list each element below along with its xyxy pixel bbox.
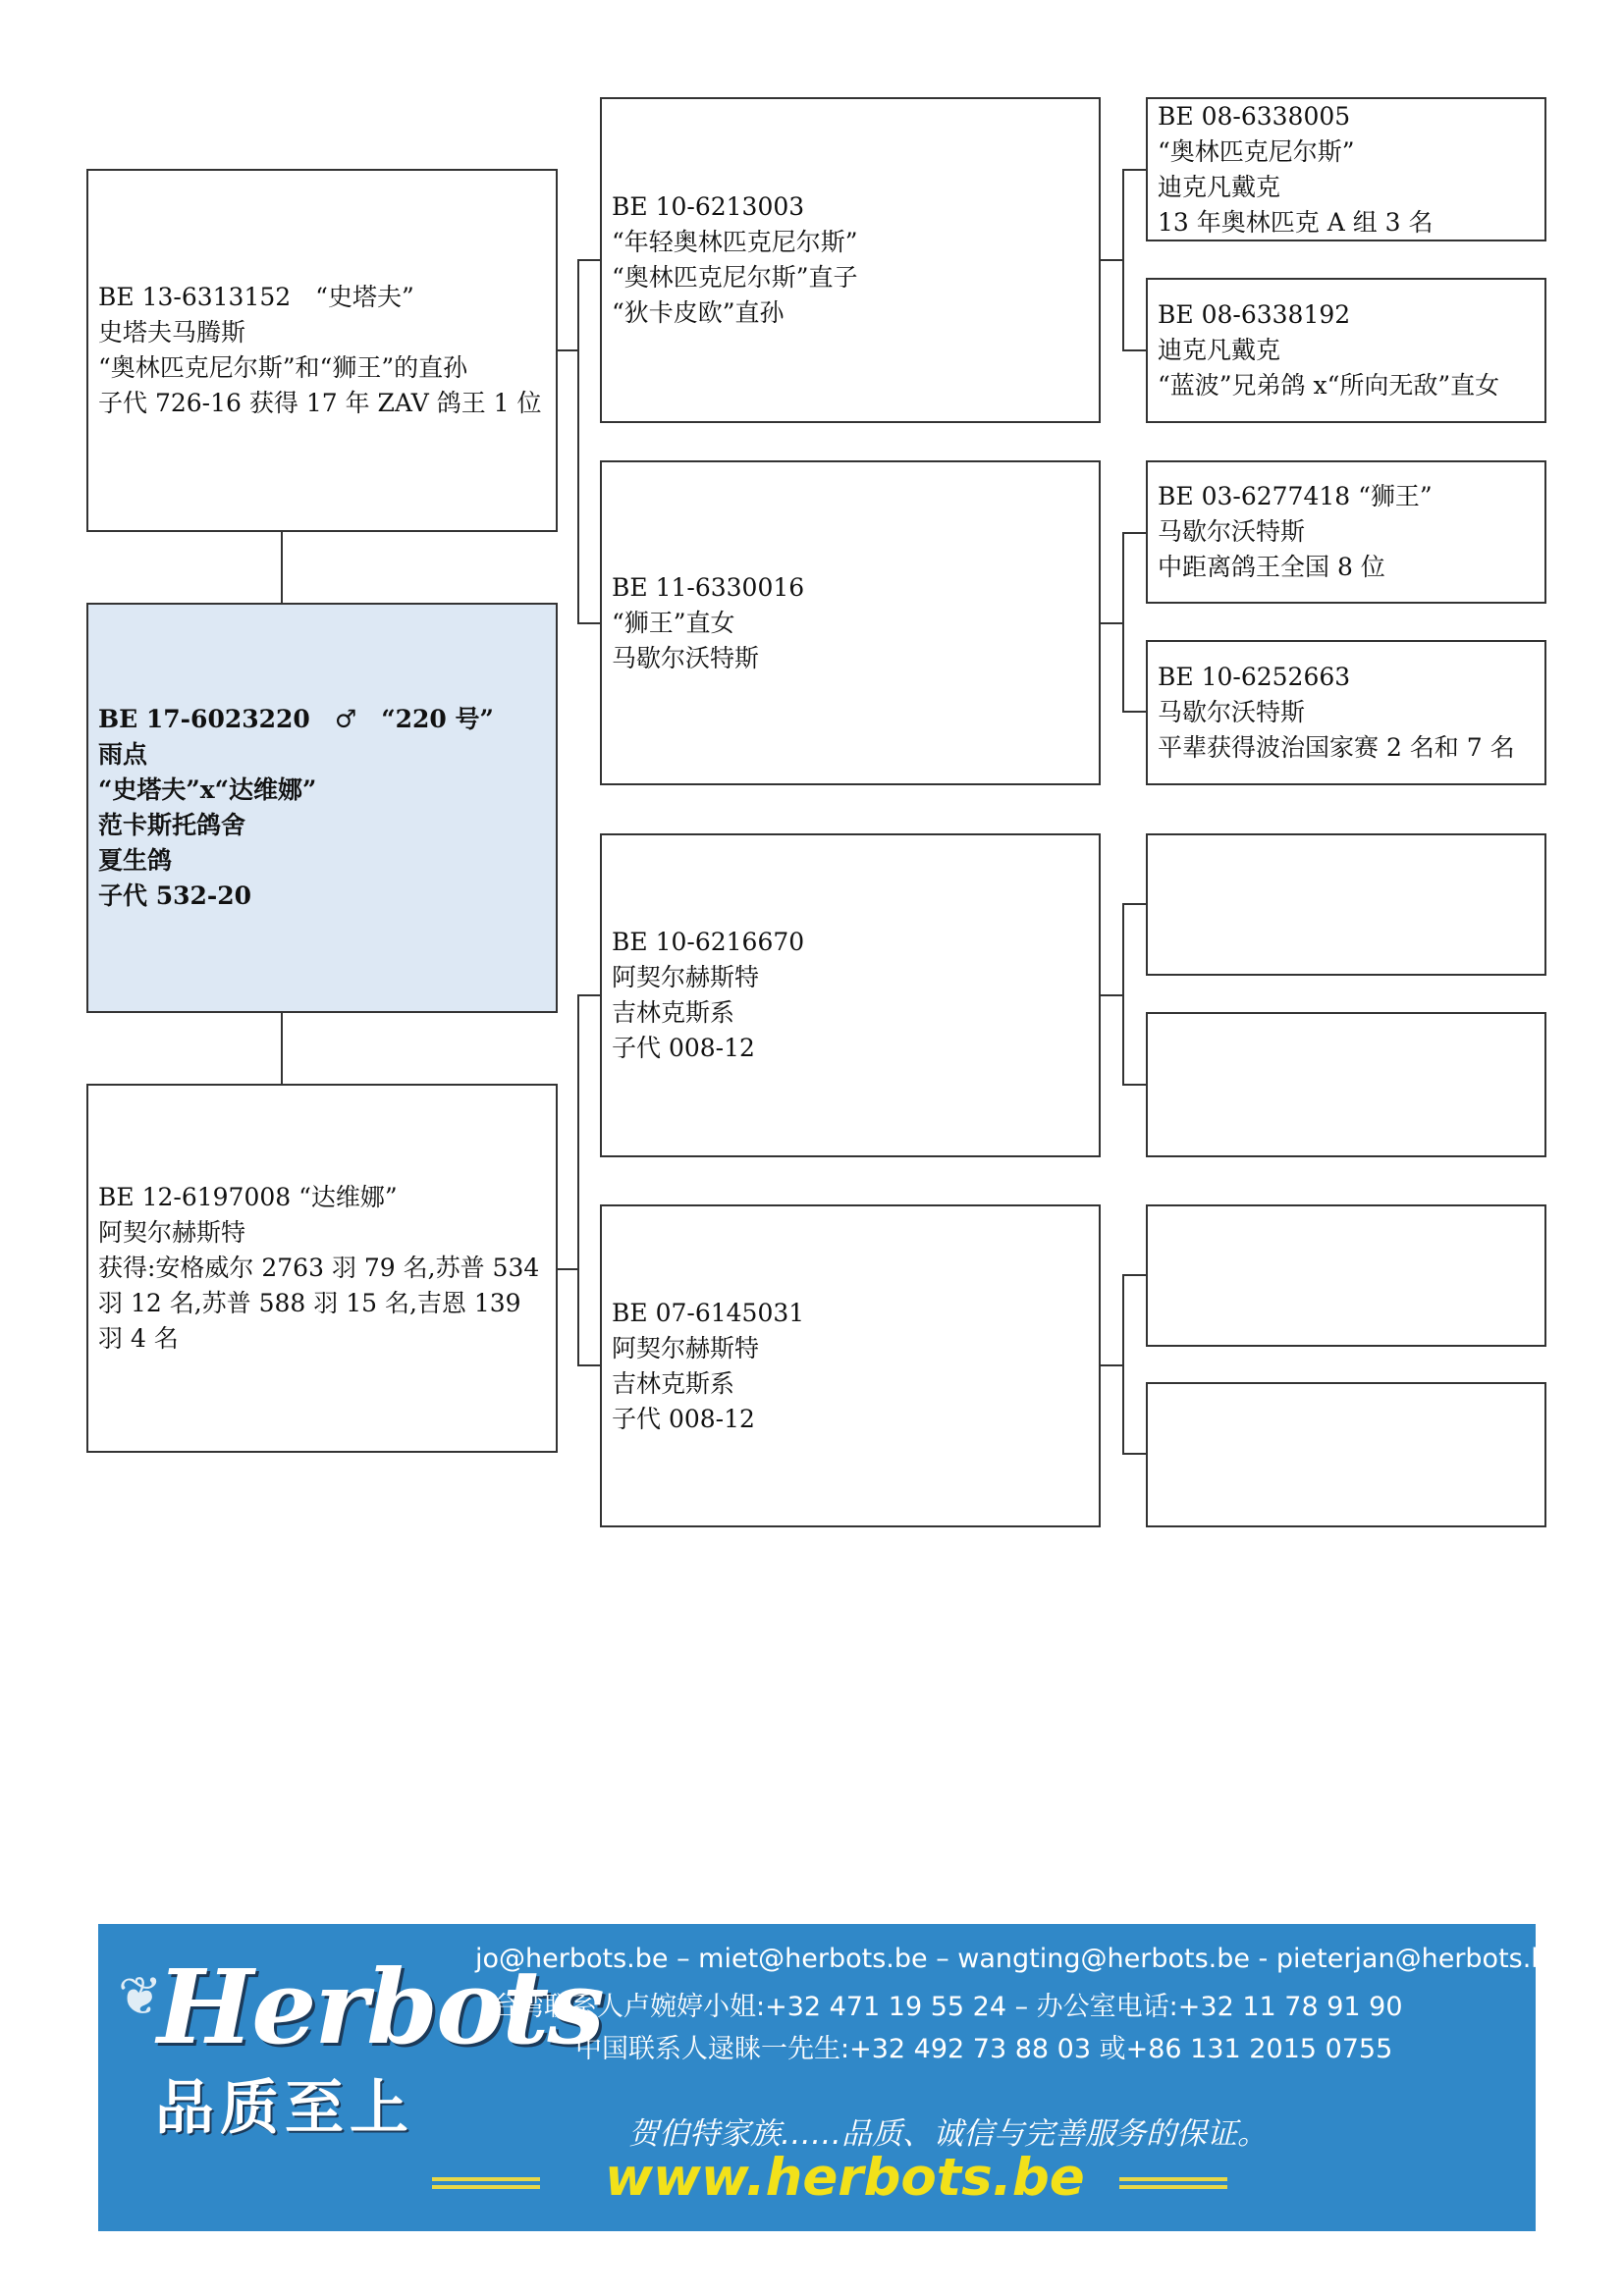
sire-sire-ring: BE 10-6213003: [612, 192, 805, 221]
connector-sire-out: [558, 349, 578, 351]
dam-dam-card: [600, 1204, 1101, 1527]
sire-sire-lineage-2: “狄卡皮欧”直孙: [612, 298, 785, 327]
dam-card: [86, 1084, 558, 1453]
sire-sire-name: “年轻奥林匹克尼尔斯”: [612, 228, 858, 256]
ss-sire-name: “奥林匹克尼尔斯”: [1158, 136, 1355, 166]
sire-dam-breeder: 马歇尔沃特斯: [612, 643, 760, 672]
connector-ss-top: [1122, 169, 1146, 171]
sire-breeder: 史塔夫马腾斯: [98, 318, 246, 347]
left-divider: [432, 2177, 540, 2181]
dam-sire-strain: 吉林克斯系: [612, 998, 735, 1027]
sd-sire-breeder: 马歇尔沃特斯: [1158, 517, 1306, 546]
connector-sire-vertical: [577, 259, 579, 624]
brand-tagline: 贺伯特家族……品质、诚信与完善服务的保证。: [628, 2116, 1268, 2152]
ss-dam-lineage: “蓝波”兄弟鸽 x“所向无敌”直女: [1158, 371, 1500, 400]
brand-slogan: 品质至上: [155, 2074, 414, 2143]
ss-sire-result: 13 年奥林匹克 A 组 3 名: [1158, 207, 1434, 237]
connector-dd-vertical: [1122, 1274, 1124, 1455]
contact-emails[interactable]: jo@herbots.be – miet@herbots.be – wangting@herbots.be - pieterjan@herbots.be: [475, 1944, 1565, 1974]
connector-dd-top: [1122, 1274, 1146, 1276]
connector-sd-top: [1122, 532, 1146, 534]
sire-offspring: 子代 726-16 获得 17 年 ZAV 鸽王 1 位: [98, 389, 542, 417]
sd-dam-result: 平辈获得波治国家赛 2 名和 7 名: [1158, 733, 1515, 762]
connector-dam-out: [558, 1268, 578, 1270]
sire-ring: BE 13-6313152 “史塔夫”: [98, 283, 414, 311]
dam-sire-card: [600, 833, 1101, 1157]
dam-sire-ring: BE 10-6216670: [612, 928, 805, 956]
connector-sire-top: [577, 259, 600, 261]
dam-sire-offspring: 子代 008-12: [612, 1034, 755, 1062]
connector-ss-bottom: [1122, 349, 1146, 351]
sire-dam-lineage: “狮王”直女: [612, 608, 735, 637]
sire-dam-ring: BE 11-6330016: [612, 572, 805, 602]
sire-sire-lineage-1: “奥林匹克尼尔斯”直子: [612, 263, 858, 292]
dam-results: 获得:安格威尔 2763 羽 79 名,苏普 534 羽 12 名,苏普 588 羽 15 名,吉恩 139 羽 4 名: [98, 1254, 548, 1353]
ds-sire-card: [1146, 833, 1546, 976]
feather-icon: ❦: [118, 1965, 163, 2027]
sire-dam-card: [600, 460, 1101, 785]
connector-sd: [1101, 622, 1123, 624]
ss-sire-card: [1146, 97, 1546, 241]
sire-sire-card: [600, 97, 1101, 423]
sd-sire-ring: BE 03-6277418 “狮王”: [1158, 482, 1433, 510]
dd-dam-card: [1146, 1382, 1546, 1527]
connector-dam-bottom: [577, 1364, 600, 1366]
subject-loft: 范卡斯托鸽舍: [98, 811, 246, 839]
ds-dam-card: [1146, 1012, 1546, 1157]
connector-dam-vertical: [577, 994, 579, 1366]
ss-dam-card: [1146, 278, 1546, 423]
connector-ss: [1101, 259, 1123, 261]
subject-offspring: 子代 532-20: [98, 881, 252, 910]
sd-sire-card: [1146, 460, 1546, 604]
sd-dam-breeder: 马歇尔沃特斯: [1158, 698, 1306, 726]
dam-dam-ring: BE 07-6145031: [612, 1298, 805, 1327]
connector-dd: [1101, 1364, 1123, 1366]
dam-dam-offspring: 子代 008-12: [612, 1404, 755, 1433]
connector-ds: [1101, 994, 1123, 996]
left-divider: [432, 2185, 540, 2189]
website-link[interactable]: www.herbots.be: [605, 2148, 1085, 2208]
footer-banner: [98, 1924, 1565, 2231]
right-divider: [1119, 2177, 1227, 2181]
ss-dam-ring: BE 08-6338192: [1158, 300, 1351, 329]
sd-sire-result: 中距离鸽王全国 8 位: [1158, 553, 1385, 581]
connector-ds-top: [1122, 903, 1146, 905]
sd-dam-ring: BE 10-6252663: [1158, 663, 1351, 691]
sire-lineage: “奥林匹克尼尔斯”和“狮王”的直孙: [98, 353, 468, 382]
subject-color: 雨点: [98, 740, 148, 769]
ss-sire-breeder: 迪克凡戴克: [1158, 172, 1281, 201]
dam-breeder: 阿契尔赫斯特: [98, 1218, 246, 1247]
connector-sire-subject: [281, 532, 283, 603]
connector-sd-bottom: [1122, 711, 1146, 713]
connector-ds-bottom: [1122, 1084, 1146, 1086]
subject-ring: BE 17-6023220 ♂ “220 号”: [98, 705, 494, 733]
subject-parents: “史塔夫”x“达维娜”: [98, 775, 317, 804]
dam-dam-strain: 吉林克斯系: [612, 1368, 735, 1398]
ss-dam-breeder: 迪克凡戴克: [1158, 336, 1281, 364]
contact-china: 中国联系人逯睐一先生:+32 492 73 88 03 或+86 131 2015 0755: [575, 2034, 1393, 2064]
connector-ss-vertical: [1122, 169, 1124, 351]
brand-logo: Herbots: [157, 1947, 603, 2067]
contact-taiwan: 台湾联系人卢婉婷小姐:+32 471 19 55 24 – 办公室电话:+32 11 78 91 90: [491, 1992, 1403, 2022]
dam-ring: BE 12-6197008 “达维娜”: [98, 1183, 398, 1211]
dam-dam-breeder: 阿契尔赫斯特: [612, 1333, 760, 1362]
connector-dd-bottom: [1122, 1453, 1146, 1455]
connector-dam-top: [577, 994, 600, 996]
dam-sire-breeder: 阿契尔赫斯特: [612, 963, 760, 991]
right-divider: [1119, 2185, 1227, 2189]
ss-sire-ring: BE 08-6338005: [1158, 101, 1351, 131]
connector-sd-vertical: [1122, 532, 1124, 713]
subject-season: 夏生鸽: [98, 846, 173, 875]
subject-card: [86, 603, 558, 1013]
connector-ds-vertical: [1122, 903, 1124, 1086]
dd-sire-card: [1146, 1204, 1546, 1347]
sire-card: [86, 169, 558, 532]
connector-sire-bottom: [577, 622, 600, 624]
sd-dam-card: [1146, 640, 1546, 785]
connector-subject-dam: [281, 1013, 283, 1084]
